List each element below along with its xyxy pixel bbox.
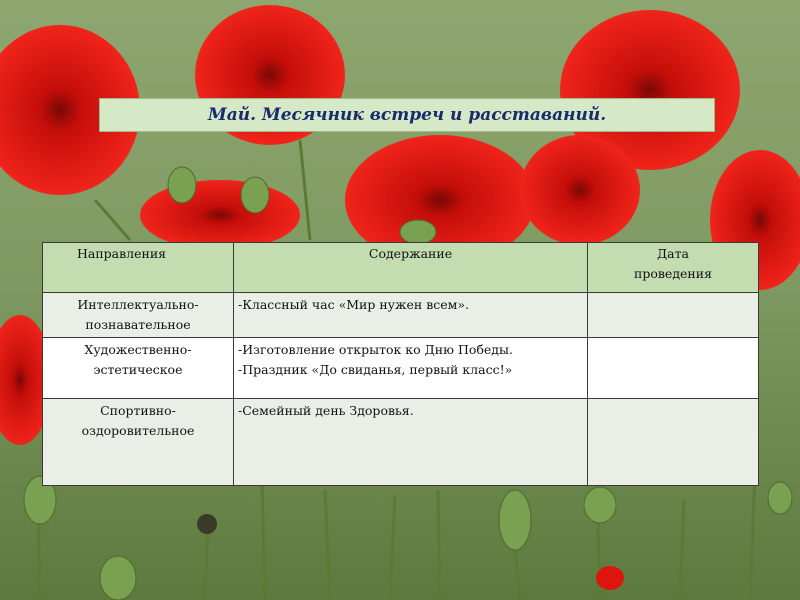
direction-line: Спортивно-	[100, 403, 176, 418]
direction-cell	[43, 338, 234, 399]
direction-cell	[43, 399, 234, 486]
table-header-row	[43, 243, 759, 293]
title-banner	[99, 98, 715, 132]
direction-line: познавательное	[85, 317, 191, 332]
content-cell	[234, 293, 588, 338]
header-date-line-1: Дата	[657, 246, 689, 261]
content-line: -Классный час «Мир нужен всем».	[238, 297, 469, 312]
content-cell	[234, 399, 588, 486]
content-cell	[234, 338, 588, 399]
direction-line: оздоровительное	[81, 423, 195, 438]
content-line: -Праздник «До свиданья, первый класс!»	[238, 362, 513, 377]
content-line: -Семейный день Здоровья.	[238, 403, 414, 418]
table-row	[43, 399, 759, 486]
content-line: -Изготовление открыток ко Дню Победы.	[238, 342, 513, 357]
activity-plan-table	[42, 242, 759, 486]
page-title: Май. Месячник встреч и расставаний.	[207, 105, 607, 125]
direction-line: Интеллектуально-	[77, 297, 199, 312]
header-content: Содержание	[234, 243, 588, 293]
direction-line: эстетическое	[93, 362, 183, 377]
table-row	[43, 293, 759, 338]
direction-cell	[43, 293, 234, 338]
table-row	[43, 338, 759, 399]
direction-line: Художественно-	[84, 342, 192, 357]
header-date-line-2: проведения	[634, 266, 712, 281]
date-cell	[588, 338, 759, 399]
header-directions: Направления	[43, 243, 234, 293]
date-cell	[588, 293, 759, 338]
header-date	[588, 243, 759, 293]
date-cell	[588, 399, 759, 486]
